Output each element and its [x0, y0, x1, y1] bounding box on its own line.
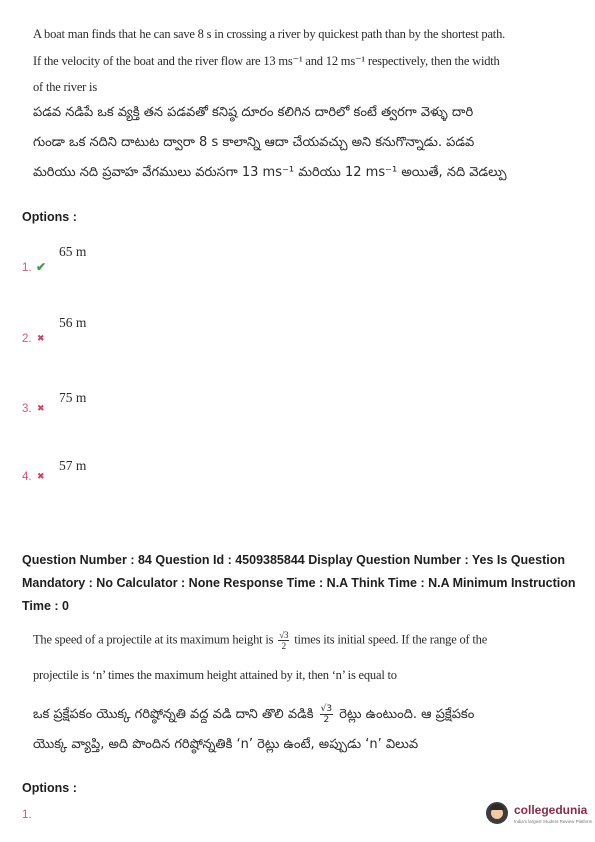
q83-options-label: Options : — [22, 210, 77, 224]
cross-icon: ✖ — [37, 471, 45, 481]
fraction-numerator: √3 — [320, 704, 333, 714]
option-number: 3. — [22, 403, 32, 415]
q84-en-line-1-end: times its initial speed. If the range of the — [294, 632, 488, 647]
cross-icon: ✖ — [37, 403, 45, 413]
q84-te-line-1-start: ఒక ప్రక్షేపకం యొక్క గరిష్ఠోన్నతి వద్ద వడి దాని తొలి వడికి — [33, 707, 314, 722]
q83-en-line-1: A boat man finds that he can save 8 s in crossing a river by quickest path than by the shortest path. — [33, 27, 506, 41]
q84-te-line-2: యొక్క వ్యాప్తి, అది పొందిన గరిష్ఠోన్నతికి ‘n’ రెట్లు ఉంటే, అప్పుడు ‘n’ విలువ — [33, 737, 419, 752]
q84-en-line-1 — [33, 630, 487, 651]
option-value: 56 m — [59, 315, 87, 330]
fraction-denominator: 2 — [323, 715, 330, 725]
option-value: 57 m — [59, 458, 87, 473]
q83-te-line-2: గుండా ఒక నదిని దాటుట ద్వారా 8 s కాలాన్ని ఆదా చేయవచ్చు అని కనుగొన్నాడు. పడవ — [33, 135, 475, 150]
q83-option-4[interactable] — [22, 456, 142, 496]
logo-text: collegedunia — [514, 803, 588, 817]
q84-te-line-1-end: రెట్లు ఉంటుంది. ఆ ప్రక్షేపకం — [339, 707, 475, 722]
fraction — [278, 630, 289, 651]
q84-te-line-1 — [33, 704, 474, 725]
q83-option-2[interactable] — [22, 313, 142, 353]
option-number: 4. — [22, 471, 32, 483]
option-value: 75 m — [59, 390, 87, 405]
q83-te-line-3: మరియు నది ప్రవాహ వేగములు వరుసగా 13 ms⁻¹ మరియు 12 ms⁻¹ అయితే, నది వెడల్పు — [33, 165, 507, 180]
mascot-icon — [486, 802, 508, 824]
cross-icon: ✖ — [37, 333, 45, 343]
option-number: 1. — [22, 262, 32, 274]
logo-tagline: India's largest Student Review Platform — [514, 819, 593, 824]
option-value: 65 m — [59, 244, 87, 259]
collegedunia-logo — [486, 800, 593, 830]
fraction-denominator: 2 — [281, 641, 286, 651]
q83-te-line-1: పడవ నడిపే ఒక వ్యక్తి తన పడవతో కనిష్ఠ దూరం కలిగిన దారిలో కంటే త్వరగా వెళ్ళు దారి — [33, 105, 474, 120]
q84-en-line-1-start: The speed of a projectile at its maximum height is — [33, 632, 274, 647]
q83-en-line-2: If the velocity of the boat and the river flow are 13 ms⁻¹ and 12 ms⁻¹ respectively, then the width — [33, 54, 500, 68]
q83-en-line-3: of the river is — [33, 80, 97, 94]
q84-option-1[interactable]: 1. — [22, 809, 32, 821]
option-number: 2. — [22, 333, 32, 345]
q84-options-label: Options : — [22, 781, 77, 795]
fraction — [320, 704, 333, 725]
check-icon: ✔ — [36, 260, 47, 274]
fraction-numerator: √3 — [279, 630, 289, 640]
q84-en-line-2: projectile is ‘n’ times the maximum height attained by it, then ‘n’ is equal to — [33, 668, 397, 682]
q83-option-3[interactable] — [22, 388, 142, 428]
q84-meta: Question Number : 84 Question Id : 4509385844 Display Question Number : Yes Is Question Mandatory : No Calculator : None Response Time : N.A Think Time : N.A Minimum Instruction Time : 0 — [22, 553, 576, 613]
q83-option-1[interactable] — [22, 242, 142, 282]
